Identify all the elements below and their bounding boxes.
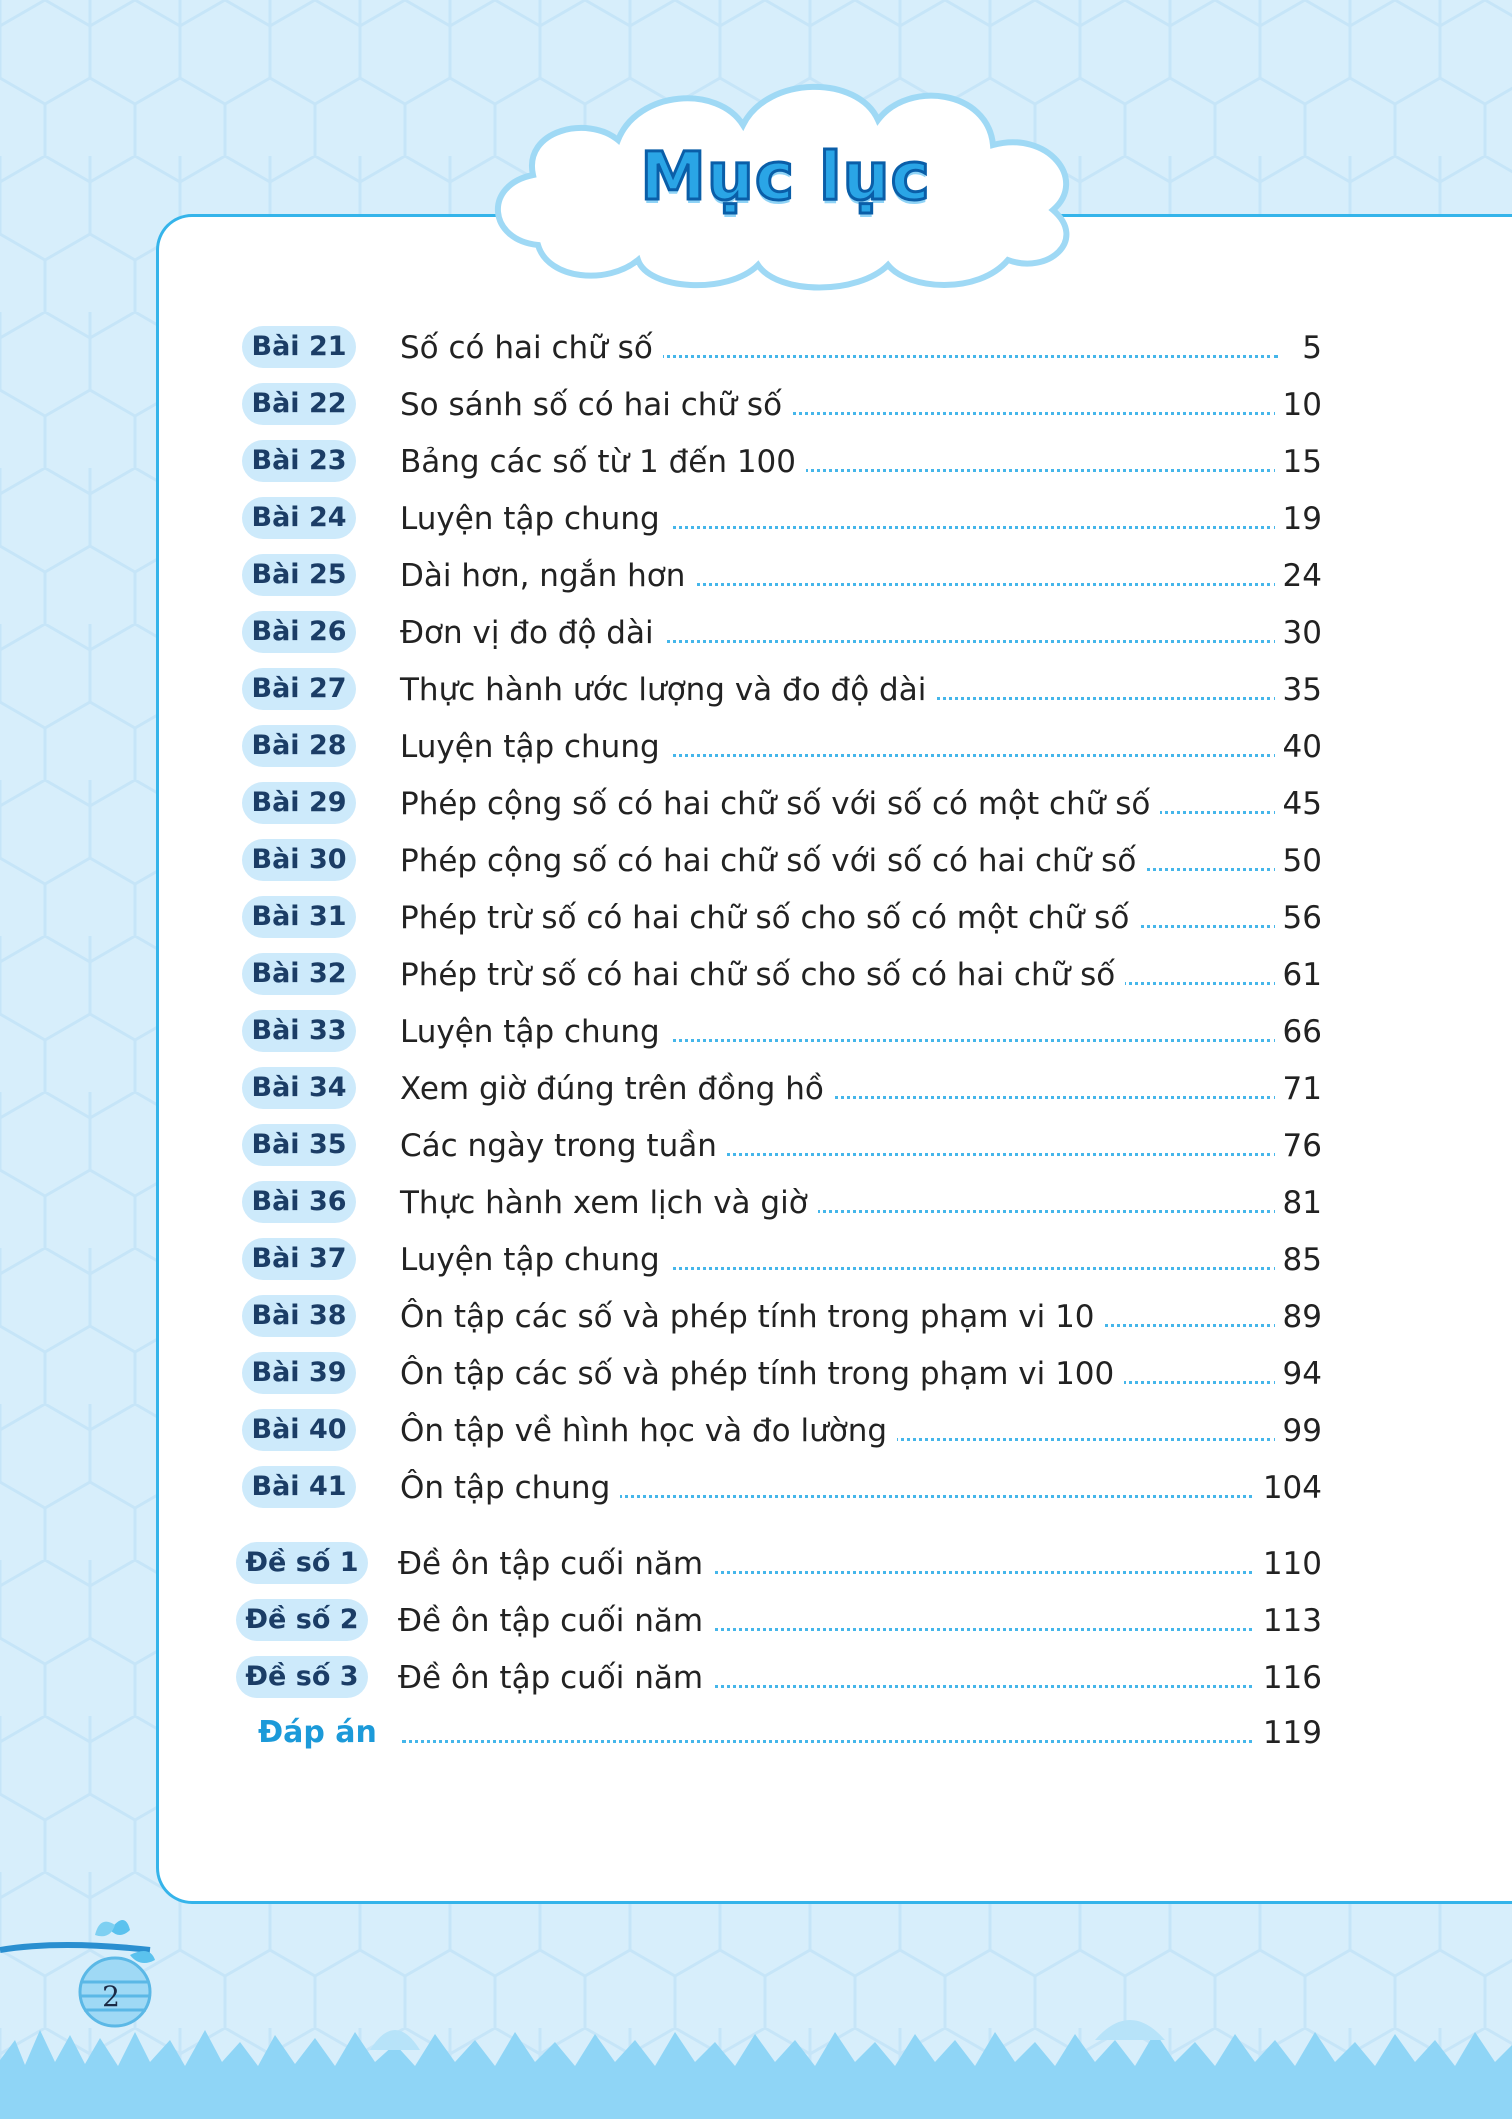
toc-row[interactable] <box>242 550 1322 602</box>
toc-row[interactable] <box>242 664 1322 716</box>
lesson-title: Luyện tập chung <box>400 1234 670 1286</box>
toc-row[interactable] <box>242 379 1322 431</box>
page-ref: 113 <box>1255 1595 1322 1647</box>
lesson-badge: Bài 36 <box>242 1181 356 1223</box>
lesson-title: Luyện tập chung <box>400 493 670 545</box>
lesson-title: Đơn vị đo độ dài <box>400 607 664 659</box>
page-ref: 71 <box>1275 1063 1322 1115</box>
toc-row[interactable] <box>242 778 1322 830</box>
lesson-title: Phép cộng số có hai chữ số với số có một chữ số <box>400 778 1160 830</box>
page-ref: 85 <box>1275 1234 1322 1286</box>
toc-row[interactable] <box>242 1405 1322 1457</box>
lesson-badge: Bài 21 <box>242 326 356 368</box>
page-ref: 94 <box>1275 1348 1322 1400</box>
toc-row-exam[interactable] <box>242 1538 1322 1590</box>
toc-row[interactable] <box>242 1291 1322 1343</box>
lesson-badge: Bài 41 <box>242 1466 356 1508</box>
lesson-badge: Bài 37 <box>242 1238 356 1280</box>
exam-badge: Đề số 3 <box>236 1656 368 1698</box>
toc-row[interactable] <box>242 1348 1322 1400</box>
lesson-title: Thực hành ước lượng và đo độ dài <box>400 664 936 716</box>
lesson-badge: Bài 23 <box>242 440 356 482</box>
lesson-badge: Bài 26 <box>242 611 356 653</box>
lesson-badge: Bài 24 <box>242 497 356 539</box>
toc-row[interactable] <box>242 1234 1322 1286</box>
lesson-badge: Bài 34 <box>242 1067 356 1109</box>
toc-row[interactable] <box>242 436 1322 488</box>
toc-row[interactable] <box>242 493 1322 545</box>
exam-title: Đề ôn tập cuối năm <box>398 1595 713 1647</box>
exam-title: Đề ôn tập cuối năm <box>398 1538 713 1590</box>
page-ref: 104 <box>1255 1462 1322 1514</box>
toc-row[interactable] <box>242 949 1322 1001</box>
page-ref: 56 <box>1275 892 1322 944</box>
page-ref: 19 <box>1275 493 1322 545</box>
exam-badge: Đề số 2 <box>236 1599 368 1641</box>
page-ref: 89 <box>1275 1291 1322 1343</box>
page-ref: 35 <box>1275 664 1322 716</box>
toc-row[interactable] <box>242 1120 1322 1172</box>
lesson-title: Ôn tập về hình học và đo lường <box>400 1405 897 1457</box>
toc-row[interactable] <box>242 1177 1322 1229</box>
exam-title: Đề ôn tập cuối năm <box>398 1652 713 1704</box>
toc-row[interactable] <box>242 1006 1322 1058</box>
lesson-badge: Bài 39 <box>242 1352 356 1394</box>
lesson-title: Luyện tập chung <box>400 1006 670 1058</box>
toc-row-exam[interactable] <box>242 1595 1322 1647</box>
toc-row[interactable] <box>242 1063 1322 1115</box>
lesson-title: Phép cộng số có hai chữ số với số có hai chữ số <box>400 835 1146 887</box>
lesson-title: Bảng các số từ 1 đến 100 <box>400 436 806 488</box>
page-ref: 50 <box>1275 835 1322 887</box>
lesson-badge: Bài 25 <box>242 554 356 596</box>
lesson-title: Thực hành xem lịch và giờ <box>400 1177 818 1229</box>
toc-row[interactable] <box>242 892 1322 944</box>
page-ref: 116 <box>1255 1652 1322 1704</box>
page-ref: 110 <box>1255 1538 1322 1590</box>
toc-row[interactable] <box>242 835 1322 887</box>
page-ref: 15 <box>1275 436 1322 488</box>
page-ref: 45 <box>1275 778 1322 830</box>
page-ref: 119 <box>1255 1707 1322 1759</box>
dot-leader <box>402 1740 1278 1743</box>
toc-row[interactable] <box>242 1462 1322 1514</box>
lesson-badge: Bài 32 <box>242 953 356 995</box>
exam-badge: Đề số 1 <box>236 1542 368 1584</box>
page-title: Mục lục <box>640 138 931 215</box>
lesson-badge: Bài 28 <box>242 725 356 767</box>
toc-row-exam[interactable] <box>242 1652 1322 1704</box>
lesson-badge: Bài 40 <box>242 1409 356 1451</box>
lesson-title: Dài hơn, ngắn hơn <box>400 550 695 602</box>
lesson-badge: Bài 35 <box>242 1124 356 1166</box>
page-ref: 5 <box>1294 322 1322 374</box>
lesson-badge: Bài 22 <box>242 383 356 425</box>
lesson-badge: Bài 30 <box>242 839 356 881</box>
lesson-title: Ôn tập các số và phép tính trong phạm vi 100 <box>400 1348 1124 1400</box>
lesson-badge: Bài 38 <box>242 1295 356 1337</box>
lesson-badge: Bài 29 <box>242 782 356 824</box>
toc-row[interactable] <box>242 721 1322 773</box>
lesson-title: Số có hai chữ số <box>400 322 663 374</box>
page-ref: 99 <box>1275 1405 1322 1457</box>
page-ref: 30 <box>1275 607 1322 659</box>
lesson-title: Ôn tập các số và phép tính trong phạm vi 10 <box>400 1291 1105 1343</box>
grass-decoration <box>0 2000 1512 2119</box>
page-ref: 10 <box>1275 379 1322 431</box>
toc-row[interactable] <box>242 607 1322 659</box>
lesson-badge: Bài 27 <box>242 668 356 710</box>
page-ref: 40 <box>1275 721 1322 773</box>
page-number: 2 <box>102 1980 120 2013</box>
page-ref: 24 <box>1275 550 1322 602</box>
lesson-badge: Bài 33 <box>242 1010 356 1052</box>
page-ref: 81 <box>1275 1177 1322 1229</box>
lesson-title: Ôn tập chung <box>400 1462 620 1514</box>
toc-row-answers[interactable] <box>242 1707 1322 1759</box>
lesson-title: So sánh số có hai chữ số <box>400 379 792 431</box>
lesson-title: Luyện tập chung <box>400 721 670 773</box>
lesson-title: Phép trừ số có hai chữ số cho số có hai chữ số <box>400 949 1125 1001</box>
page-ref: 76 <box>1275 1120 1322 1172</box>
answers-label: Đáp án <box>258 1707 397 1759</box>
lesson-title: Các ngày trong tuần <box>400 1120 727 1172</box>
lesson-title: Xem giờ đúng trên đồng hồ <box>400 1063 834 1115</box>
page-ref: 61 <box>1275 949 1322 1001</box>
toc-row[interactable] <box>242 322 1322 374</box>
lesson-title: Phép trừ số có hai chữ số cho số có một chữ số <box>400 892 1139 944</box>
lesson-badge: Bài 31 <box>242 896 356 938</box>
page-ref: 66 <box>1275 1006 1322 1058</box>
